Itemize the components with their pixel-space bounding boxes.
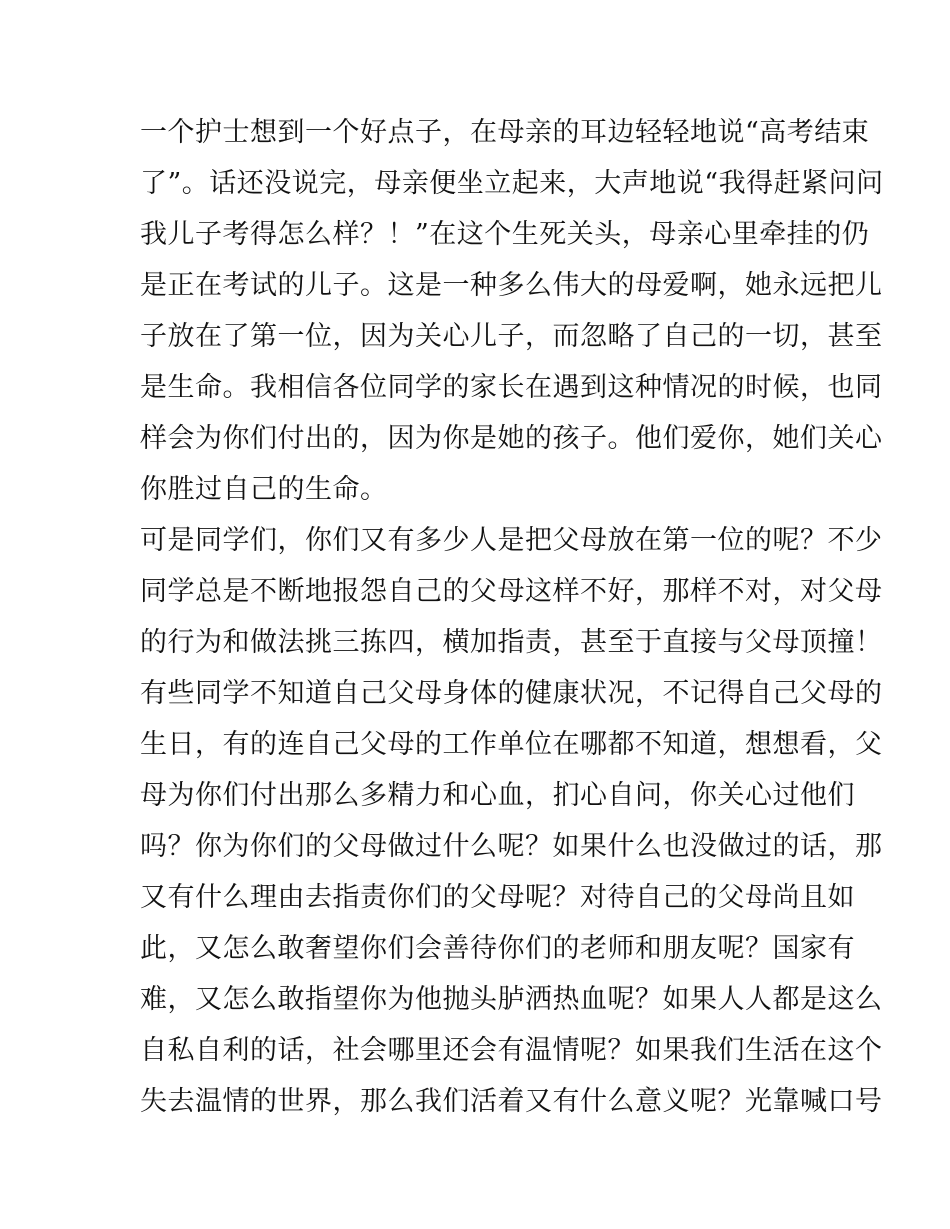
text-line: 生日，有的连自己父母的工作单位在哪都不知道，想想看，父 (140, 729, 883, 760)
text-line: 的行为和做法挑三拣四，横加指责，甚至于直接与父母顶撞！ (140, 627, 883, 658)
text-line: 此，又怎么敢奢望你们会善待你们的老师和朋友呢？国家有 (140, 933, 855, 964)
text-line: 你胜过自己的生命。 (140, 474, 388, 505)
text-line: 是正在考试的儿子。这是一种多么伟大的母爱啊，她永远把儿 (140, 270, 883, 301)
text-line: 难，又怎么敢指望你为他抛头胪洒热血呢？如果人人都是这么 (140, 984, 883, 1015)
text-line: 同学总是不断地报怨自己的父母这样不好，那样不对，对父母 (140, 576, 883, 607)
text-line: 是生命。我相信各位同学的家长在遇到这种情况的时候，也同 (140, 372, 883, 403)
paragraph-2 (140, 515, 883, 1127)
text-line: 了”。话还没说完，母亲便坐立起来，大声地说“我得赶紧问问 (140, 168, 884, 199)
text-line: 我儿子考得怎么样？！”在这个生死关头，母亲心里牵挂的仍 (140, 219, 870, 250)
document-body (140, 107, 884, 1127)
text-line: 子放在了第一位，因为关心儿子，而忽略了自己的一切，甚至 (140, 321, 883, 352)
text-line: 又有什么理由去指责你们的父母呢？对待自己的父母尚且如 (140, 882, 855, 913)
text-line: 样会为你们付出的，因为你是她的孩子。他们爱你，她们关心 (140, 423, 883, 454)
paragraph-1 (140, 107, 884, 515)
text-line: 自私自利的话，社会哪里还会有温情呢？如果我们生活在这个 (140, 1035, 883, 1066)
text-line: 失去温情的世界，那么我们活着又有什么意义呢？光靠喊口号 (140, 1086, 883, 1117)
text-line: 可是同学们，你们又有多少人是把父母放在第一位的呢？不少 (140, 525, 883, 556)
text-line: 吗？你为你们的父母做过什么呢？如果什么也没做过的话，那 (140, 831, 883, 862)
text-line: 一个护士想到一个好点子，在母亲的耳边轻轻地说“高考结束 (140, 117, 870, 148)
text-line: 母为你们付出那么多精力和心血，扪心自问，你关心过他们 (140, 780, 855, 811)
text-line: 有些同学不知道自己父母身体的健康状况，不记得自己父母的 (140, 678, 883, 709)
